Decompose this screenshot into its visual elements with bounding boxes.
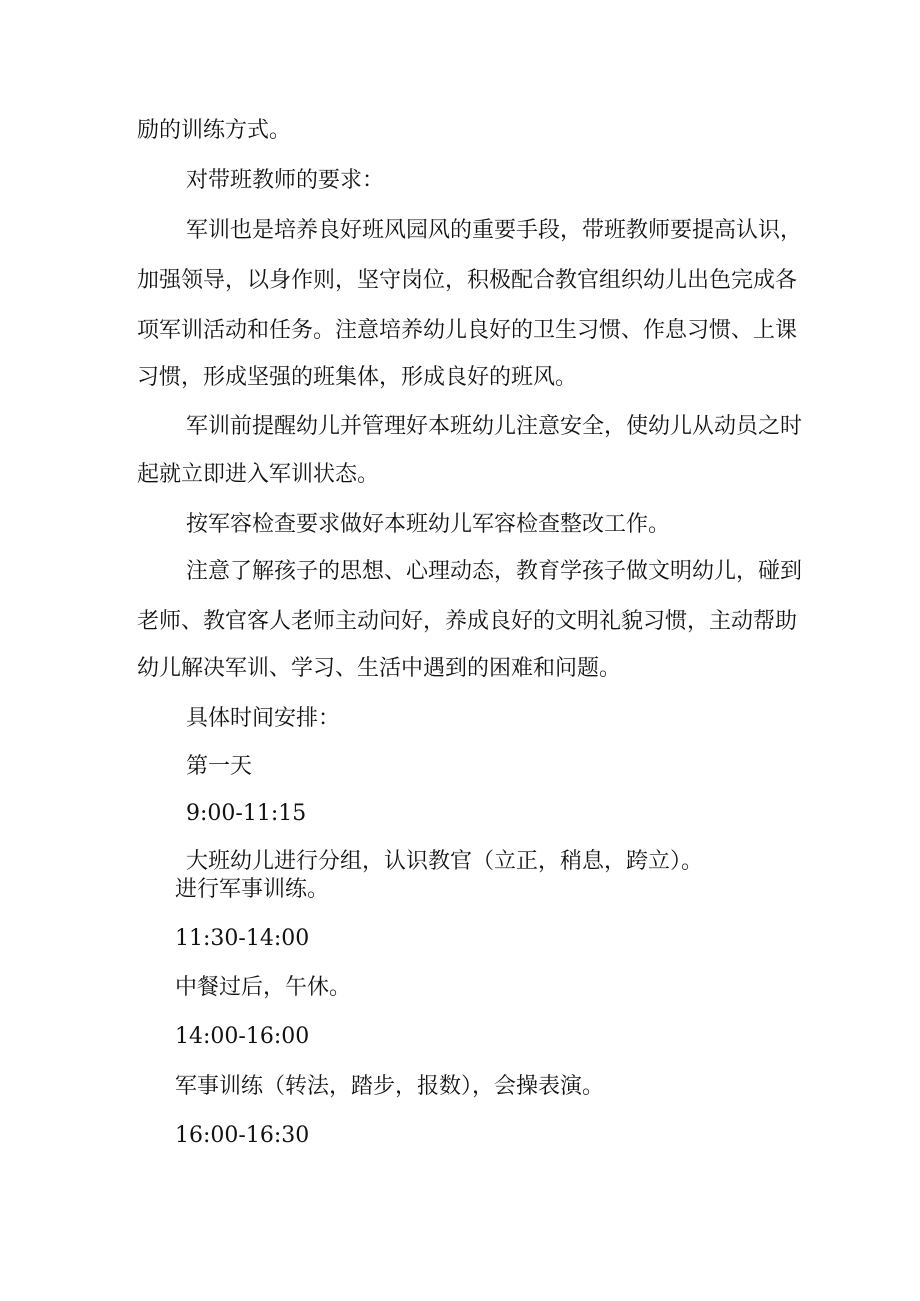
paragraph-line: 军训也是培养良好班风园风的重要手段，带班教师要提高认识， [186, 218, 803, 243]
time-slot: 9:00-11:15 [186, 801, 307, 826]
schedule-item: 军事训练（转法，踏步，报数），会操表演。 [175, 1074, 605, 1099]
paragraph-line: 老师、教官客人老师主动问好，养成良好的文明礼貌习惯，主动帮助 [137, 609, 798, 634]
paragraph-line: 加强领导，以身作则，坚守岗位，积极配合教官组织幼儿出色完成各 [137, 268, 798, 293]
paragraph-line: 励的训练方式。 [137, 118, 292, 143]
schedule-item: 进行军事训练。 [175, 877, 330, 902]
section-heading: 对带班教师的要求： [186, 168, 385, 193]
paragraph-line: 幼儿解决军训、学习、生活中遇到的困难和问题。 [137, 656, 622, 681]
day-label: 第一天 [186, 754, 253, 779]
paragraph-line: 按军容检查要求做好本班幼儿军容检查整改工作。 [186, 512, 671, 537]
schedule-item: 中餐过后，午休。 [175, 975, 352, 1000]
paragraph-line: 注意了解孩子的思想、心理动态，教育学孩子做文明幼儿，碰到 [186, 559, 803, 584]
paragraph-line: 习惯，形成坚强的班集体，形成良好的班风。 [137, 365, 578, 390]
schedule-item: 大班幼儿进行分组，认识教官（立正，稍息，跨立）。 [186, 849, 704, 874]
time-slot: 14:00-16:00 [175, 1024, 310, 1049]
section-heading: 具体时间安排： [186, 706, 341, 731]
paragraph-line: 军训前提醒幼儿并管理好本班幼儿注意安全，使幼儿从动员之时 [186, 414, 803, 439]
time-slot: 11:30-14:00 [175, 926, 310, 951]
paragraph-line: 项军训活动和任务。注意培养幼儿良好的卫生习惯、作息习惯、上课 [137, 318, 798, 343]
paragraph-line: 起就立即进入军训状态。 [137, 462, 380, 487]
time-slot: 16:00-16:30 [175, 1123, 310, 1148]
